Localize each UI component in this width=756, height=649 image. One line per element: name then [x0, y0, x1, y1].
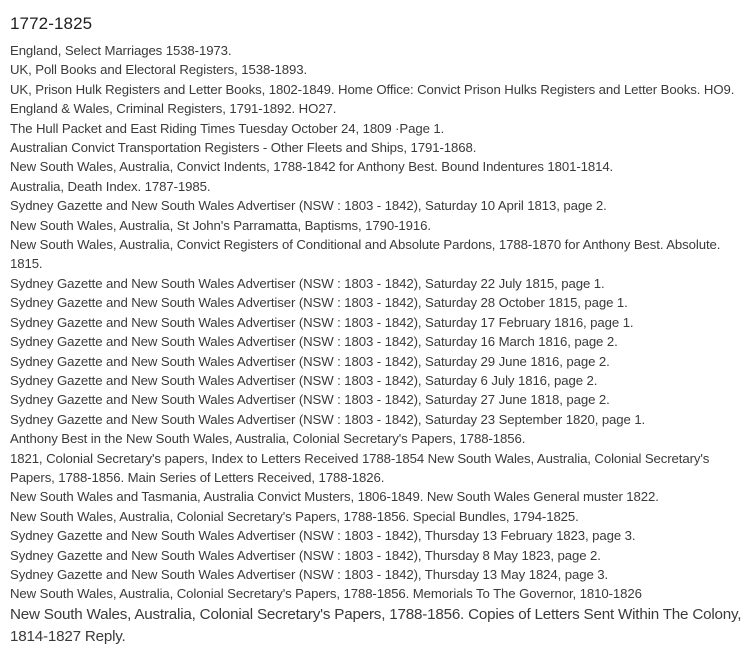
source-citation: Sydney Gazette and New South Wales Advertiser (NSW : 1803 - 1842), Saturday 6 July 1816, page 2. [10, 372, 598, 388]
source-citation-list [10, 41, 744, 649]
source-citation: Sydney Gazette and New South Wales Advertiser (NSW : 1803 - 1842), Thursday 13 February 1823, page 3. [10, 528, 636, 544]
source-citation: UK, Prison Hulk Registers and Letter Books, 1802-1849. Home Office: Convict Prison Hulks Registers and Letter Books. HO9. England & Wales, Criminal Registers, 1791-1892. HO27. [10, 81, 735, 117]
page-title: 1772-1825 [10, 14, 93, 33]
source-citation: New South Wales and Tasmania, Australia Convict Musters, 1806-1849. New South Wales General muster 1822. [10, 489, 659, 505]
source-citation: New South Wales, Australia, Colonial Secretary's Papers, 1788-1856. Memorials To The Governor, 1810-1826 [10, 586, 642, 602]
source-citation: Sydney Gazette and New South Wales Advertiser (NSW : 1803 - 1842), Saturday 17 February 1816, page 1. [10, 314, 634, 330]
source-citation: Sydney Gazette and New South Wales Advertiser (NSW : 1803 - 1842), Saturday 16 March 1816, page 2. [10, 334, 618, 350]
source-citation: England, Select Marriages 1538-1973. [10, 43, 232, 58]
source-citation: New South Wales, Australia, Convict Registers of Conditional and Absolute Pardons, 1788-1870 for Anthony Best. Absolute. 1815. [10, 237, 721, 272]
source-citation: UK, Poll Books and Electoral Registers, 1538-1893. [10, 62, 308, 78]
source-citation: Sydney Gazette and New South Wales Advertiser (NSW : 1803 - 1842), Saturday 23 September 1820, page 1. [10, 411, 646, 427]
source-citation: Sydney Gazette and New South Wales Advertiser (NSW : 1803 - 1842), Saturday 10 April 1813, page 2. [10, 198, 607, 214]
source-citation: Sydney Gazette and New South Wales Advertiser (NSW : 1803 - 1842), Saturday 29 June 1816, page 2. [10, 353, 610, 369]
source-citation: New South Wales, Australia, St John's Parramatta, Baptisms, 1790-1916. [10, 217, 431, 233]
source-citation: Sydney Gazette and New South Wales Advertiser (NSW : 1803 - 1842), Saturday 22 July 1815, page 1. [10, 275, 605, 291]
source-citation: Sydney Gazette and New South Wales Advertiser (NSW : 1803 - 1842), Saturday 27 June 1818, page 2. [10, 392, 610, 408]
source-citation: Australian Convict Transportation Registers - Other Fleets and Ships, 1791-1868. [10, 140, 477, 156]
source-citation: 1821, Colonial Secretary's papers, Index to Letters Received 1788-1854 New South Wales, Australia, Colonial Secretary's Papers, 1788-1856. Main Series of Letters Received, 1788-1826. [10, 450, 710, 485]
source-citation: The Hull Packet and East Riding Times Tuesday October 24, 1809 ·Page 1. [10, 120, 445, 136]
source-citation: Australia, Death Index. 1787-1985. [10, 178, 211, 194]
source-citation: Anthony Best in the New South Wales, Australia, Colonial Secretary's Papers, 1788-1856. [10, 431, 526, 447]
source-citation: Sydney Gazette and New South Wales Advertiser (NSW : 1803 - 1842), Thursday 8 May 1823, page 2. [10, 547, 601, 563]
source-citation: Sydney Gazette and New South Wales Advertiser (NSW : 1803 - 1842), Thursday 13 May 1824, page 3. [10, 566, 609, 582]
source-citation: New South Wales, Australia, Colonial Secretary's Papers, 1788-1856. Special Bundles, 1794-1825. [10, 508, 579, 524]
source-citation: New South Wales, Australia, Convict Indents, 1788-1842 for Anthony Best. Bound Indentures 1801-1814. [10, 159, 614, 175]
source-citation: Sydney Gazette and New South Wales Advertiser (NSW : 1803 - 1842), Saturday 28 October 1815, page 1. [10, 295, 628, 311]
source-citation: New South Wales, Australia, Colonial Secretary's Papers, 1788-1856. Copies of Letters Sent Within The Colony, 1814-1827 Reply. [10, 605, 742, 646]
